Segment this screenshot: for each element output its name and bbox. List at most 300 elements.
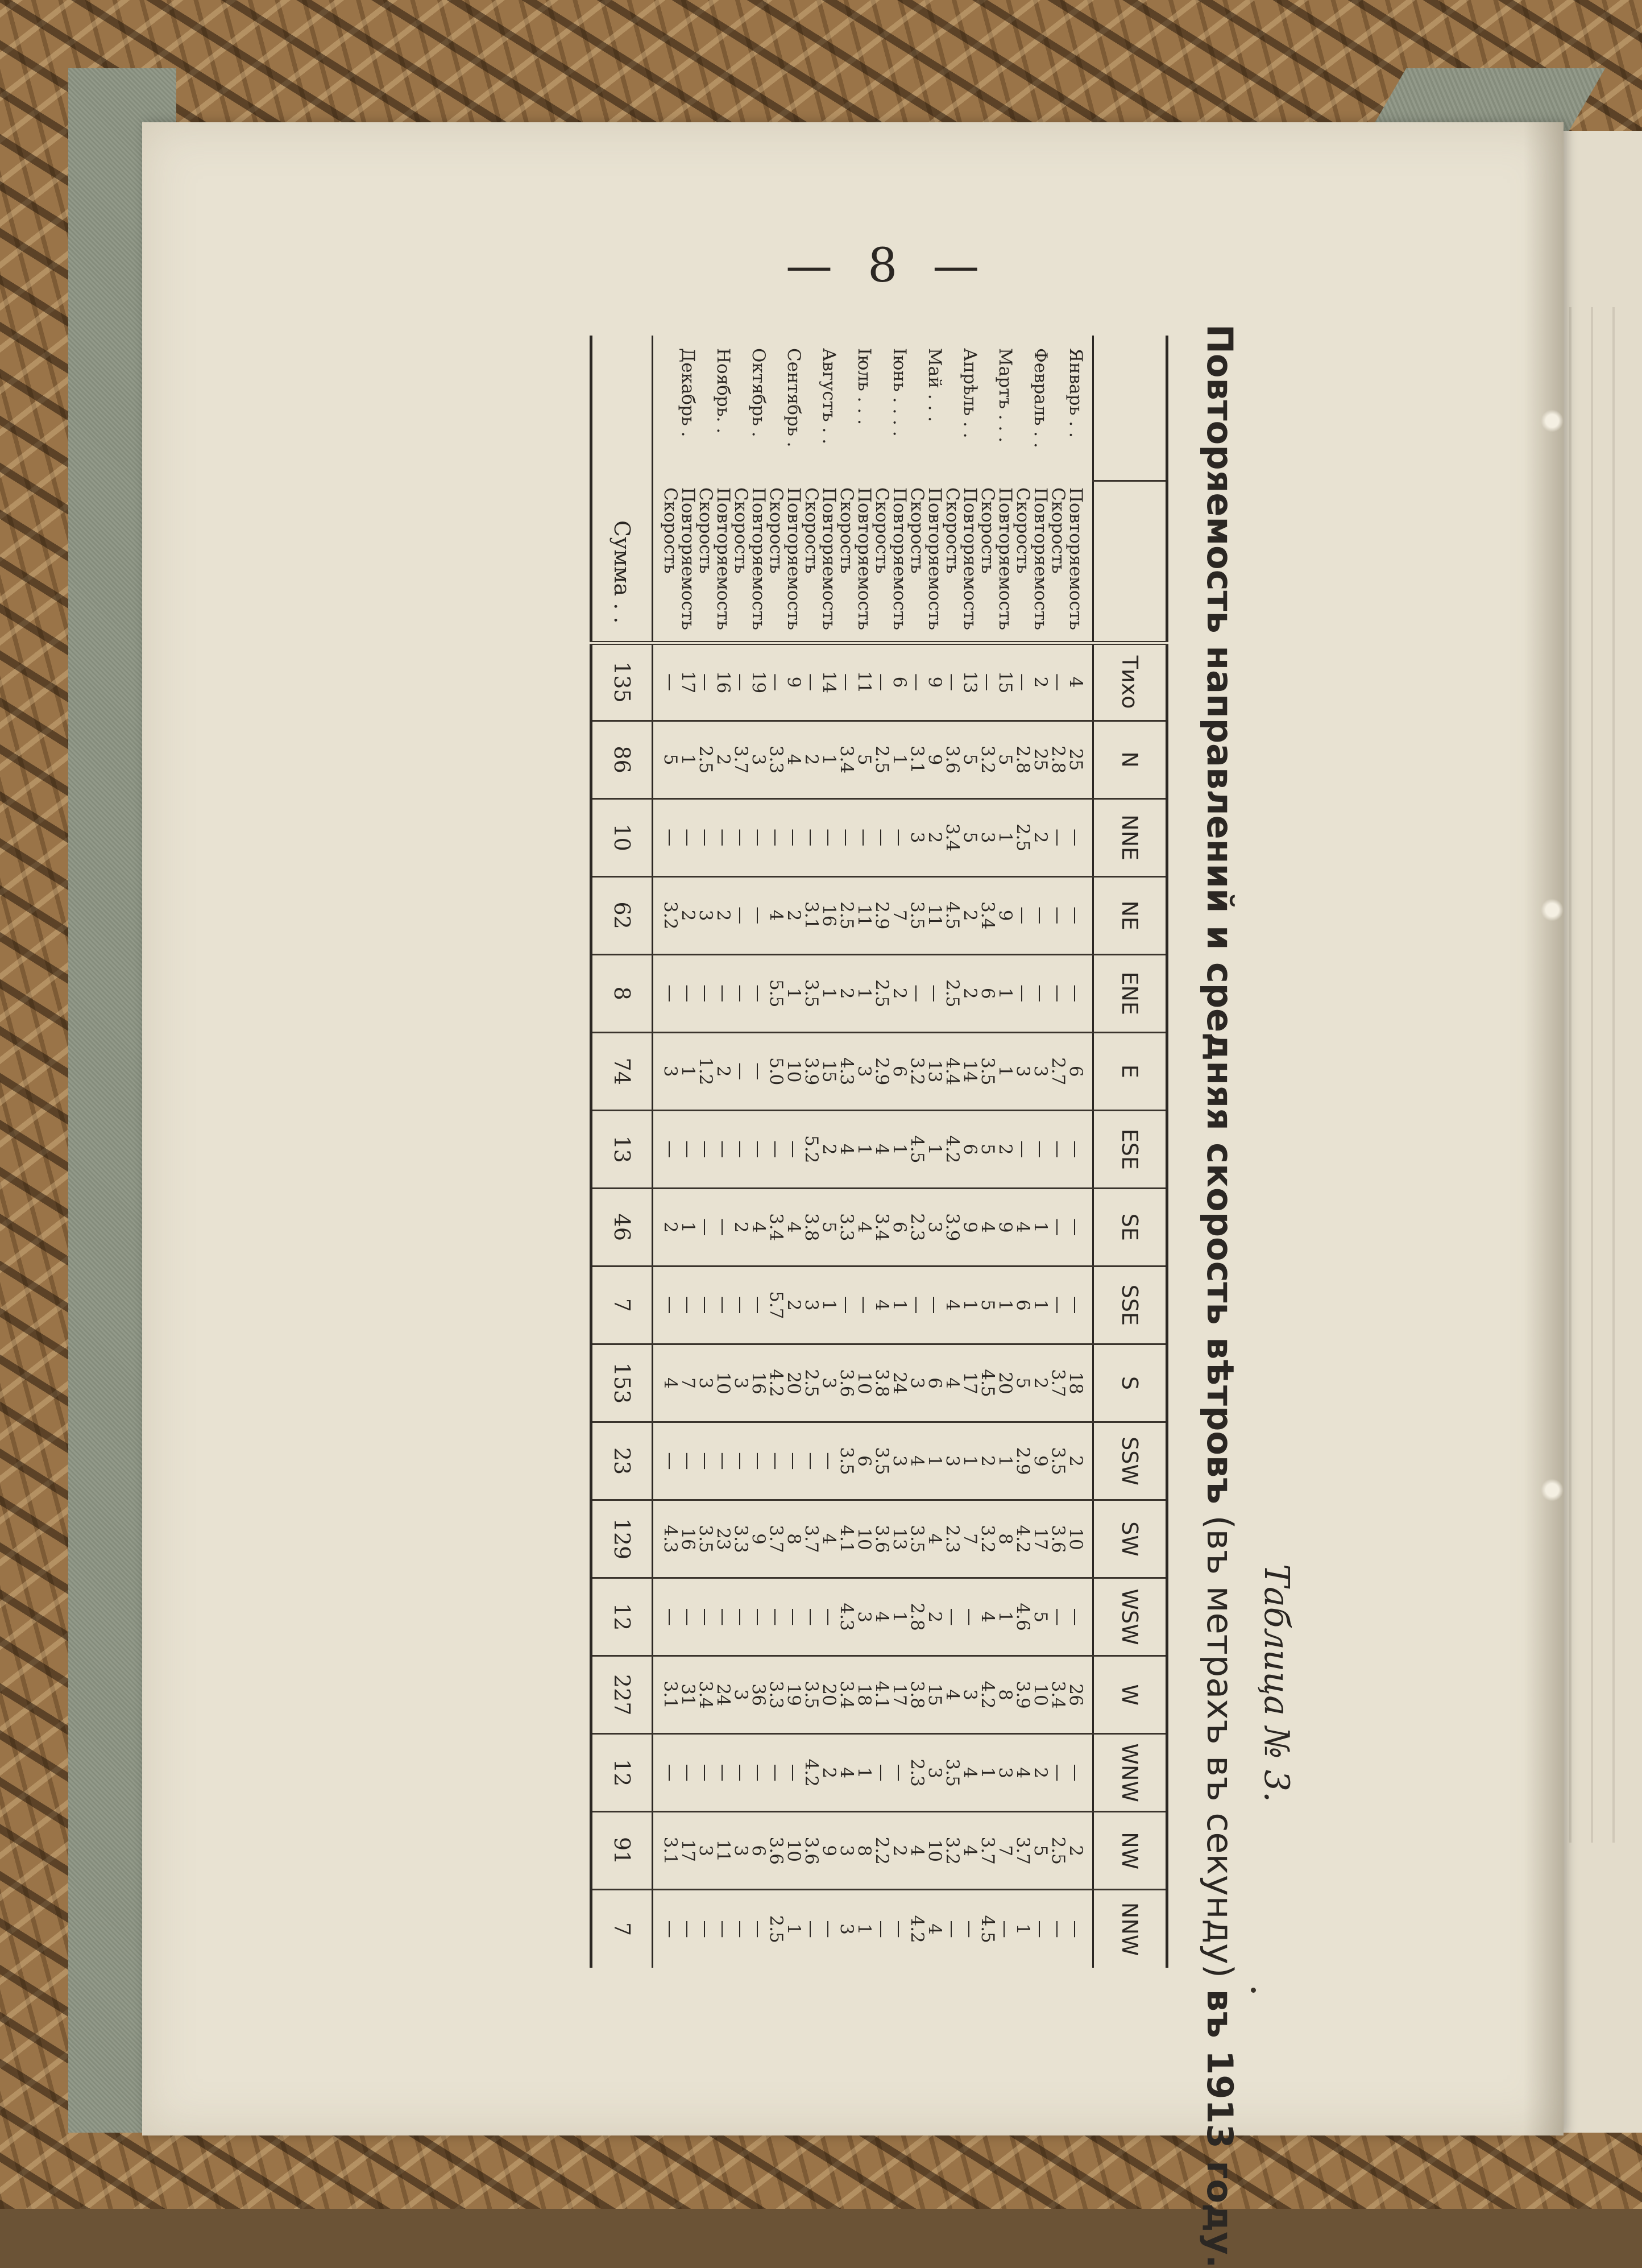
- table-cell: —: [1031, 876, 1049, 954]
- binding-thread: [1541, 1479, 1564, 1501]
- table-cell: 4: [943, 1656, 961, 1734]
- table-cell: 3.1: [653, 1656, 679, 1734]
- table-cell: 4: [908, 1812, 926, 1890]
- header-wnw: WNW: [1093, 1734, 1167, 1812]
- table-cell: —: [696, 1266, 714, 1344]
- table-cell: 4.3: [653, 1500, 679, 1578]
- table-cell: 4: [943, 1266, 961, 1344]
- table-cell: 7: [996, 1812, 1014, 1890]
- table-cell: 4.6: [1014, 1578, 1031, 1656]
- table-cell: 2: [714, 721, 732, 798]
- table-cell: 2.5: [696, 721, 714, 798]
- table-cell: 4: [1067, 643, 1093, 721]
- table-cell: —: [679, 1266, 696, 1344]
- table-cell: 3.2: [943, 1812, 961, 1890]
- sum-cell: 153: [591, 1344, 653, 1422]
- table-row: [653, 336, 679, 1968]
- table-cell: —: [820, 1422, 837, 1500]
- table-cell: 2: [714, 876, 732, 954]
- table-cell: 2.3: [943, 1500, 961, 1578]
- table-cell: 3.5: [908, 1500, 926, 1578]
- table-cell: 20: [820, 1656, 837, 1734]
- table-cell: —: [908, 954, 926, 1032]
- table-cell: 1: [820, 954, 837, 1032]
- table-cell: 15: [820, 1032, 837, 1110]
- table-cell: 4: [873, 1266, 890, 1344]
- table-cell: 3: [890, 1422, 908, 1500]
- table-row: [1031, 336, 1049, 1968]
- row-kind: Повторяемость: [748, 487, 769, 630]
- table-cell: 4.1: [873, 1656, 890, 1734]
- table-cell: 2: [1031, 798, 1049, 876]
- table-cell: —: [1067, 876, 1093, 954]
- table-cell: 2.9: [873, 1032, 890, 1110]
- table-cell: —: [1067, 1890, 1093, 1968]
- table-cell: 3: [943, 1422, 961, 1500]
- table-cell: 3.6: [837, 1344, 855, 1422]
- table-cell: —: [978, 643, 996, 721]
- table-cell: 4.2: [943, 1110, 961, 1188]
- table-cell: 1: [996, 1266, 1014, 1344]
- table-cell: 1: [820, 1266, 837, 1344]
- row-kind: Скорость: [977, 487, 998, 574]
- row-kind: Скорость: [801, 487, 822, 574]
- table-cell: 3.6: [1049, 1500, 1067, 1578]
- table-cell: —: [820, 1890, 837, 1968]
- table-cell: —: [653, 1266, 679, 1344]
- table-cell: 6: [961, 1110, 978, 1188]
- table-cell: —: [767, 1578, 785, 1656]
- table-cell: 3: [908, 1344, 926, 1422]
- row-kind: Повторяемость: [783, 487, 804, 630]
- ink-speck: [1251, 1988, 1256, 1993]
- sum-cell: 227: [591, 1656, 653, 1734]
- table-header-row: [1093, 336, 1167, 1968]
- table-cell: —: [873, 643, 890, 721]
- table-cell: —: [855, 798, 873, 876]
- table-cell: 1: [820, 721, 837, 798]
- table-cell: —: [696, 1188, 714, 1266]
- table-cell: 4: [785, 1188, 802, 1266]
- table-row: [890, 336, 908, 1968]
- sum-cell: 135: [591, 643, 653, 721]
- table-cell: —: [732, 876, 749, 954]
- row-kind: Скорость: [660, 487, 681, 574]
- table-cell: —: [767, 643, 785, 721]
- table-row: [926, 336, 943, 1968]
- table-cell: 3: [1014, 1032, 1031, 1110]
- table-cell: 4.3: [837, 1032, 855, 1110]
- binding-thread: [1541, 409, 1564, 432]
- table-cell: 3.4: [1049, 1656, 1067, 1734]
- row-kind: Повторяемость: [854, 487, 874, 630]
- table-cell: 8: [996, 1656, 1014, 1734]
- table-cell: —: [873, 1890, 890, 1968]
- header-ne: NE: [1093, 876, 1167, 954]
- sum-row: [591, 336, 653, 1968]
- table-cell: 3: [926, 1734, 943, 1812]
- table-cell: 13: [890, 1500, 908, 1578]
- table-cell: 3: [961, 1656, 978, 1734]
- table-cell: 1: [978, 1734, 996, 1812]
- table-cell: 3.1: [908, 721, 926, 798]
- table-cell: 2.5: [1049, 1812, 1067, 1890]
- table-cell: 16: [679, 1500, 696, 1578]
- table-cell: 13: [926, 1032, 943, 1110]
- table-cell: 1: [996, 1578, 1014, 1656]
- table-cell: 2: [1031, 1734, 1049, 1812]
- table-cell: 5: [996, 721, 1014, 798]
- table-cell: —: [696, 1422, 714, 1500]
- table-cell: 4: [961, 1734, 978, 1812]
- table-cell: 5: [961, 798, 978, 876]
- table-cell: 7: [961, 1500, 978, 1578]
- table-cell: 10: [785, 1812, 802, 1890]
- table-cell: 1: [785, 954, 802, 1032]
- row-kind: Скорость: [766, 487, 786, 574]
- table-cell: 2.8: [1014, 721, 1031, 798]
- table-cell: 3.4: [873, 1188, 890, 1266]
- table-cell: 17: [679, 643, 696, 721]
- table-cell: —: [714, 1422, 732, 1500]
- table-cell: —: [714, 1578, 732, 1656]
- table-cell: —: [1014, 954, 1031, 1032]
- row-kind: Скорость: [836, 487, 857, 574]
- table-cell: —: [1049, 1188, 1067, 1266]
- table-cell: —: [749, 1110, 767, 1188]
- table-cell: 24: [890, 1344, 908, 1422]
- row-kind: Скорость: [695, 487, 716, 574]
- table-cell: —: [679, 798, 696, 876]
- table-cell: 18: [855, 1656, 873, 1734]
- table-cell: —: [714, 1266, 732, 1344]
- row-month: [802, 336, 820, 481]
- table-cell: —: [926, 1266, 943, 1344]
- table-cell: 6: [855, 1422, 873, 1500]
- table-cell: 10: [855, 1500, 873, 1578]
- table-cell: 3: [837, 1812, 855, 1890]
- table-cell: 5: [961, 721, 978, 798]
- table-cell: 3.5: [943, 1734, 961, 1812]
- table-cell: 3.6: [943, 721, 961, 798]
- table-cell: —: [837, 1266, 855, 1344]
- table-cell: 4: [749, 1188, 767, 1266]
- table-cell: 4: [978, 1188, 996, 1266]
- table-cell: 8: [785, 1500, 802, 1578]
- table-cell: 5.5: [767, 954, 785, 1032]
- table-cell: 5: [1031, 1578, 1049, 1656]
- table-cell: 3: [837, 1890, 855, 1968]
- table-cell: —: [696, 1734, 714, 1812]
- row-kind: Скорость: [907, 487, 927, 574]
- table-cell: 3: [820, 1344, 837, 1422]
- table-cell: 3.5: [908, 876, 926, 954]
- table-cell: —: [785, 1110, 802, 1188]
- table-cell: —: [732, 954, 749, 1032]
- table-cell: —: [749, 798, 767, 876]
- table-cell: 5: [820, 1188, 837, 1266]
- table-row: [767, 336, 785, 1968]
- table-cell: —: [873, 1734, 890, 1812]
- table-cell: 9: [926, 721, 943, 798]
- table-cell: —: [749, 954, 767, 1032]
- table-cell: 9: [996, 876, 1014, 954]
- table-cell: 1: [961, 1422, 978, 1500]
- table-cell: —: [1049, 876, 1067, 954]
- table-cell: 3.5: [802, 1656, 820, 1734]
- table-cell: 14: [820, 643, 837, 721]
- table-cell: —: [767, 1110, 785, 1188]
- table-cell: 11: [855, 643, 873, 721]
- row-kind: Повторяемость: [995, 487, 1015, 630]
- header-sse: SSE: [1093, 1266, 1167, 1344]
- table-cell: 3.2: [978, 1500, 996, 1578]
- table-cell: 3: [978, 798, 996, 876]
- table-cell: 3.3: [837, 1188, 855, 1266]
- table-cell: 4.2: [767, 1344, 785, 1422]
- table-cell: 3: [732, 1656, 749, 1734]
- row-month: Октябрь .: [748, 348, 769, 437]
- row-kind: Повторяемость: [678, 487, 698, 630]
- row-month: Іюль . . .: [854, 348, 874, 425]
- table-cell: 2: [961, 954, 978, 1032]
- table-cell: —: [1067, 954, 1093, 1032]
- table-cell: 15: [996, 643, 1014, 721]
- table-cell: 5: [978, 1110, 996, 1188]
- table-cell: 2.5: [802, 1344, 820, 1422]
- row-month: Январь . .: [1065, 348, 1086, 438]
- table-cell: —: [749, 1422, 767, 1500]
- table-cell: 3: [696, 876, 714, 954]
- table-cell: 3.6: [802, 1812, 820, 1890]
- table-cell: 2.9: [1014, 1422, 1031, 1500]
- table-cell: —: [1049, 1266, 1067, 1344]
- table-cell: —: [679, 954, 696, 1032]
- table-cell: 9: [820, 1812, 837, 1890]
- table-cell: 9: [1031, 1422, 1049, 1500]
- header-n: N: [1093, 721, 1167, 798]
- table-cell: —: [714, 954, 732, 1032]
- table-cell: 4.5: [943, 876, 961, 954]
- table-cell: —: [749, 1890, 767, 1968]
- sum-cell: 12: [591, 1578, 653, 1656]
- table-cell: 3: [732, 1812, 749, 1890]
- table-cell: 3: [908, 798, 926, 876]
- sum-cell: 10: [591, 798, 653, 876]
- table-cell: 6: [978, 954, 996, 1032]
- title-bold-right: въ 1913 году.: [1199, 1989, 1241, 2268]
- table-cell: 3.4: [837, 721, 855, 798]
- table-cell: 4: [837, 1734, 855, 1812]
- table-cell: 3: [996, 1734, 1014, 1812]
- table-cell: —: [749, 1032, 767, 1110]
- table-cell: 1: [890, 1266, 908, 1344]
- table-row: [873, 336, 890, 1968]
- table-cell: —: [732, 1734, 749, 1812]
- table-cell: 4.2: [802, 1734, 820, 1812]
- table-cell: 3.7: [1014, 1812, 1031, 1890]
- table-cell: 10: [714, 1344, 732, 1422]
- binding-thread: [1541, 899, 1564, 921]
- table-cell: 3.2: [978, 721, 996, 798]
- table-cell: 11: [855, 876, 873, 954]
- header-se: SE: [1093, 1188, 1167, 1266]
- table-cell: —: [696, 1110, 714, 1188]
- table-cell: —: [785, 798, 802, 876]
- table-cell: —: [1014, 643, 1031, 721]
- table-cell: 2: [926, 798, 943, 876]
- table-cell: 6: [890, 1032, 908, 1110]
- table-cell: —: [732, 1422, 749, 1500]
- table-cell: —: [943, 643, 961, 721]
- table-cell: 3.5: [802, 954, 820, 1032]
- wind-table: [590, 336, 1168, 1968]
- row-month: [732, 336, 749, 481]
- table-cell: 17: [890, 1656, 908, 1734]
- table-cell: 1: [926, 1422, 943, 1500]
- table-cell: 19: [785, 1656, 802, 1734]
- title-bold-left: Повторяемость направлений и средняя скорость вѣтровъ: [1199, 324, 1241, 1504]
- table-cell: —: [1014, 876, 1031, 954]
- row-month: [1014, 336, 1031, 481]
- table-cell: 3.4: [696, 1656, 714, 1734]
- table-row: [679, 336, 696, 1968]
- table-cell: —: [837, 798, 855, 876]
- table-cell: 1: [855, 954, 873, 1032]
- table-cell: —: [653, 1734, 679, 1812]
- table-cell: 3.3: [732, 1500, 749, 1578]
- table-cell: 9: [785, 643, 802, 721]
- table-cell: 2: [785, 1266, 802, 1344]
- table-cell: 3.8: [802, 1188, 820, 1266]
- row-kind: Скорость: [1013, 487, 1033, 574]
- table-cell: 10: [855, 1344, 873, 1422]
- table-cell: 1: [1031, 1266, 1049, 1344]
- table-cell: 10: [785, 1032, 802, 1110]
- table-cell: 2.2: [873, 1812, 890, 1890]
- table-cell: —: [679, 1422, 696, 1500]
- table-cell: 3.2: [908, 1032, 926, 1110]
- table-cell: —: [749, 1578, 767, 1656]
- table-cell: 2: [926, 1578, 943, 1656]
- sum-cell: 7: [591, 1890, 653, 1968]
- table-cell: 3.7: [1049, 1344, 1067, 1422]
- table-cell: 1: [855, 1110, 873, 1188]
- row-month: [978, 336, 996, 481]
- table-cell: 5: [978, 1266, 996, 1344]
- table-cell: —: [714, 1188, 732, 1266]
- table-cell: 2: [820, 1110, 837, 1188]
- table-cell: 4: [820, 1500, 837, 1578]
- table-cell: 2: [1067, 1422, 1093, 1500]
- table-cell: 4: [926, 1890, 943, 1968]
- table-cell: 3.4: [978, 876, 996, 954]
- table-cell: 4: [978, 1578, 996, 1656]
- table-cell: 1: [996, 954, 1014, 1032]
- rotated-table-block: [318, 324, 1302, 2268]
- sum-cell: 91: [591, 1812, 653, 1890]
- table-cell: —: [908, 643, 926, 721]
- row-kind: Скорость: [1048, 487, 1068, 574]
- table-row: [1049, 336, 1067, 1968]
- table-row: [1014, 336, 1031, 1968]
- table-cell: 2: [890, 954, 908, 1032]
- sum-cell: 129: [591, 1500, 653, 1578]
- table-cell: 5.2: [802, 1110, 820, 1188]
- row-kind: Повторяемость: [819, 487, 839, 630]
- sum-cell: 62: [591, 876, 653, 954]
- table-cell: 5: [855, 721, 873, 798]
- table-cell: 3.6: [873, 1500, 890, 1578]
- table-cell: 3.7: [767, 1500, 785, 1578]
- table-row: [785, 336, 802, 1968]
- table-cell: 4.5: [978, 1890, 996, 1968]
- table-cell: —: [943, 1890, 961, 1968]
- table-cell: —: [785, 1422, 802, 1500]
- table-cell: —: [732, 643, 749, 721]
- table-cell: 2.5: [1014, 798, 1031, 876]
- table-cell: 1: [890, 1578, 908, 1656]
- sum-cell: 12: [591, 1734, 653, 1812]
- sum-cell: 7: [591, 1266, 653, 1344]
- table-cell: —: [1067, 798, 1093, 876]
- table-cell: —: [749, 1266, 767, 1344]
- table-cell: 3.5: [696, 1500, 714, 1578]
- table-cell: 4.3: [837, 1578, 855, 1656]
- table-cell: —: [1049, 1110, 1067, 1188]
- table-cell: 3.9: [1014, 1656, 1031, 1734]
- table-cell: 4: [961, 1812, 978, 1890]
- table-cell: 2.5: [943, 954, 961, 1032]
- table-cell: 13: [961, 643, 978, 721]
- table-cell: 17: [1031, 1500, 1049, 1578]
- next-page-show-through: [1569, 307, 1620, 1843]
- table-cell: —: [943, 1578, 961, 1656]
- table-row: [749, 336, 767, 1968]
- table-cell: —: [890, 1890, 908, 1968]
- table-cell: —: [714, 798, 732, 876]
- table-cell: —: [653, 798, 679, 876]
- table-cell: 3: [855, 1578, 873, 1656]
- row-kind: Повторяемость: [924, 487, 945, 630]
- header-nnw: NNW: [1093, 1890, 1167, 1968]
- table-cell: 2.3: [908, 1188, 926, 1266]
- table-row: [820, 336, 837, 1968]
- table-cell: 2.5: [837, 876, 855, 954]
- table-cell: 3.7: [732, 721, 749, 798]
- table-cell: —: [732, 1266, 749, 1344]
- table-cell: 2: [1031, 1344, 1049, 1422]
- table-cell: 2.5: [767, 1890, 785, 1968]
- table-cell: 17: [679, 1812, 696, 1890]
- table-cell: —: [653, 954, 679, 1032]
- header-ese: ESE: [1093, 1110, 1167, 1188]
- table-cell: —: [767, 798, 785, 876]
- table-cell: 3.2: [653, 876, 679, 954]
- table-cell: 4.5: [908, 1110, 926, 1188]
- table-cell: 1: [890, 1110, 908, 1188]
- row-month: Іюнь . . . .: [889, 348, 910, 437]
- table-cell: 1: [679, 1188, 696, 1266]
- table-cell: 4: [785, 721, 802, 798]
- table-cell: 5.7: [767, 1266, 785, 1344]
- table-row: [978, 336, 996, 1968]
- table-cell: —: [732, 798, 749, 876]
- table-cell: —: [908, 1266, 926, 1344]
- table-row: [996, 336, 1014, 1968]
- table-cell: 2: [679, 876, 696, 954]
- table-cell: —: [714, 1110, 732, 1188]
